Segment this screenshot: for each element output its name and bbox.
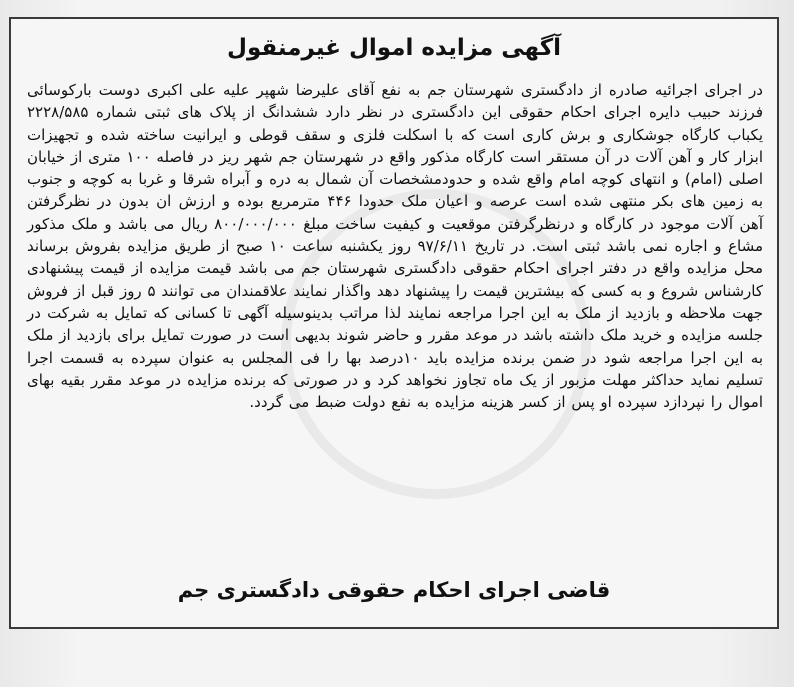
notice-body: در اجرای اجرائیه صادره از دادگستری شهرستان جم به نفع آقای علیرضا شهپر علیه علی اکبری دوست بارکوسائی فرزند حبیب دایره اجرای احکام حقوقی این دادگستری در نظر دارد ششدانگ از پلاک های ثبتی شماره ۲۲۲۸/۵۸۵ یکباب کارگاه جوشکاری و برش کاری است که با اسکلت فلزی و سقف قوطی و ایرانیت ساخته شده و تجهیزات ابزار کار و آهن آلات در آن مستقر است کارگاه مذکور واقع در شهرستان جم شهر ریز در فاصله ۱۰۰ متری از خیابان اصلی (امام) و انتهای کوچه امام واقع شده و حدودمشخصات آن شمال به دره و آبراه شرقا و غربا به کوچه و جنوب به زمین های بکر منتهی شده است عرصه و اعیان ملک حدودا ۴۴۶ مترمربع بوده و ارزش ان بدون در نظرگرفتن آهن آلات موجود در کارگاه و درنظرگرفتن موقعیت و کیفیت ساخت مبلغ ۸۰۰/۰۰۰/۰۰۰ ریال می باشد و ملک مذکور مشاع و اجاره نمی باشد ثبتی است. در تاریخ ۹۷/۶/۱۱ روز یکشنبه ساعت ۱۰ صبح از طریق مزایده بفروش برساند محل مزایده واقع در دفتر اجرای احکام حقوقی دادگستری شهرستان جم می باشد قیمت مزایده از قیمت پیشنهادی کارشناس شروع و به کسی که بیشترین قیمت را پیشنهاد دهد واگذار نمایند علاقمندان می توانند ۵ روز قبل از فروش جهت ملاحظه و بازدید از ملک به این اجرا مراجعه نمایند لذا مراتب بدینوسیله آگهی تا کسانی که تمایل به شرکت در جلسه مزایده و خرید ملک داشته باشد در موعد مقرر و حاضر شوند بدیهی است در صورت تمایل برای بازدید از ملک به این اجرا مراجعه شود در ضمن برنده مزایده باید ۱۰درصد بها را فی المجلس به عنوان سپرده به قسمت اجرا تسلیم نماید حداکثر مهلت مزبور از یک ماه تجاوز نخواهد کرد و در صورتی که برنده مزایده در موعد مقرر بقیه بهای اموال را نپردازد سپرده او پس از کسر هزینه مزایده به نفع دولت ضبط می گردد. [27, 81, 764, 412]
notice-title: آگهی مزایده اموال غیرمنقول [226, 35, 562, 61]
notice-signature: قاضی اجرای احکام حقوقی دادگستری جم [177, 578, 611, 602]
auction-notice [9, 17, 779, 629]
